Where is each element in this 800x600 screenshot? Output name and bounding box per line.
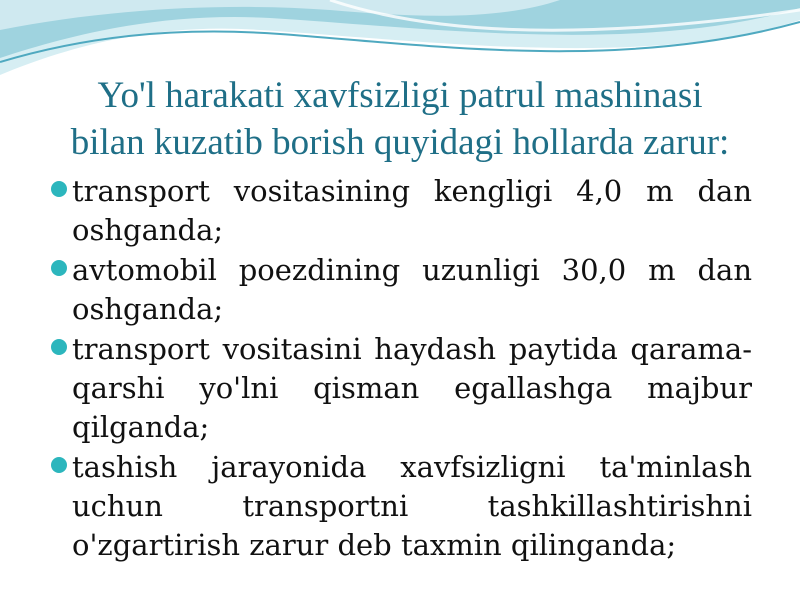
bullet-dot-icon <box>51 260 67 276</box>
bullet-text: transport vositasini haydash paytida qarama-qarshi yo'lni qisman egallashga majbur qilganda; <box>72 332 752 444</box>
bullet-item-width <box>72 172 752 250</box>
bullet-list <box>72 172 752 565</box>
bullet-text: tashish jarayonida xavfsizligni ta'minlash uchun transportni tashkillashtirishni o'zgartirish zarur deb taxmin qilinganda; <box>72 450 752 562</box>
bullet-item-oncoming-lane <box>72 330 752 447</box>
bullet-item-traffic-organization <box>72 448 752 565</box>
bullet-dot-icon <box>51 181 67 197</box>
slide-title <box>0 72 800 166</box>
slide-title-line-1: Yo'l harakati xavfsizligi patrul mashinasi <box>97 75 703 116</box>
bullet-dot-icon <box>51 457 67 473</box>
slide-title-line-2: bilan kuzatib borish quyidagi hollarda zarur: <box>70 122 730 163</box>
bullet-item-length <box>72 251 752 329</box>
bullet-text: transport vositasining kengligi 4,0 m dan oshganda; <box>72 174 752 247</box>
bullet-dot-icon <box>51 339 67 355</box>
bullet-text: avtomobil poezdining uzunligi 30,0 m dan oshganda; <box>72 253 752 326</box>
